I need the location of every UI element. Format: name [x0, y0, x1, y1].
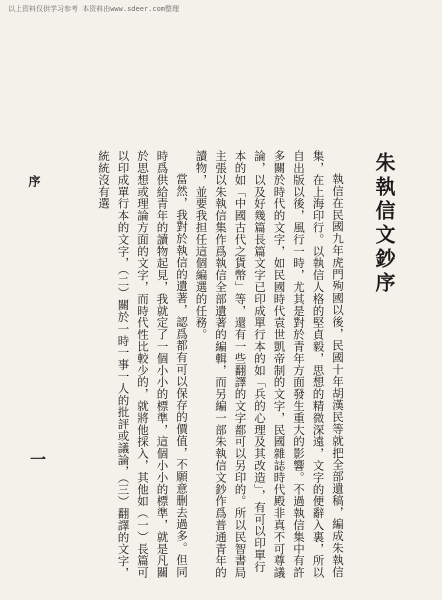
- watermark-text: 以上资料仅供学习参考 本资料由www.sdeer.com整理: [8, 5, 180, 13]
- page-number: 一: [30, 450, 47, 469]
- page-title: 朱執信文鈔序: [372, 152, 396, 296]
- side-label: 序: [27, 175, 41, 187]
- body-text: [94, 150, 348, 580]
- paragraph-1: 執信在民國九年虎門殉國以後，民國十年胡漢民等就把全部遺稿，編成朱執信集，在上海印行。以執信人格的堅貞毅，思想的精微深遠，文字的便辭入裏，所以自出版以後，風行一時，尤其是對於青年方面發生重大的影響。不過執信集中有許多關於時代的文字，如民國時代袁世凱帝制的文字，民國雜誌時代殿非真不可尊議論，以及好幾篇長篇文字已印成單行本的如「兵的心理及其改造」，有可以印單行本的如「中國古代之貨幣」等，還有一些翻譯的文字都可以另印的。所以民智書局主張以朱執信集作爲執信全部遺著的編輯，而另編一部朱執信文鈔作爲普通青年的讀物，並要我担任這個編選的任務。: [194, 150, 345, 579]
- paragraph-2: 當然，我對於執信的遺著，認爲都有可以保存的價值，不願意删去過多。但同時爲供給青年的讀物起見，我就定了一個小小的標準，這個小小的標準，就是凡關於思想或理論方面的文字，而時代性比較少的，就將他採入，其他如（一）長篇可以印成單行本的文字，（二）關於一時一事一人的批評或議論，（三）翻譯的文字，統統沒有選: [97, 150, 189, 579]
